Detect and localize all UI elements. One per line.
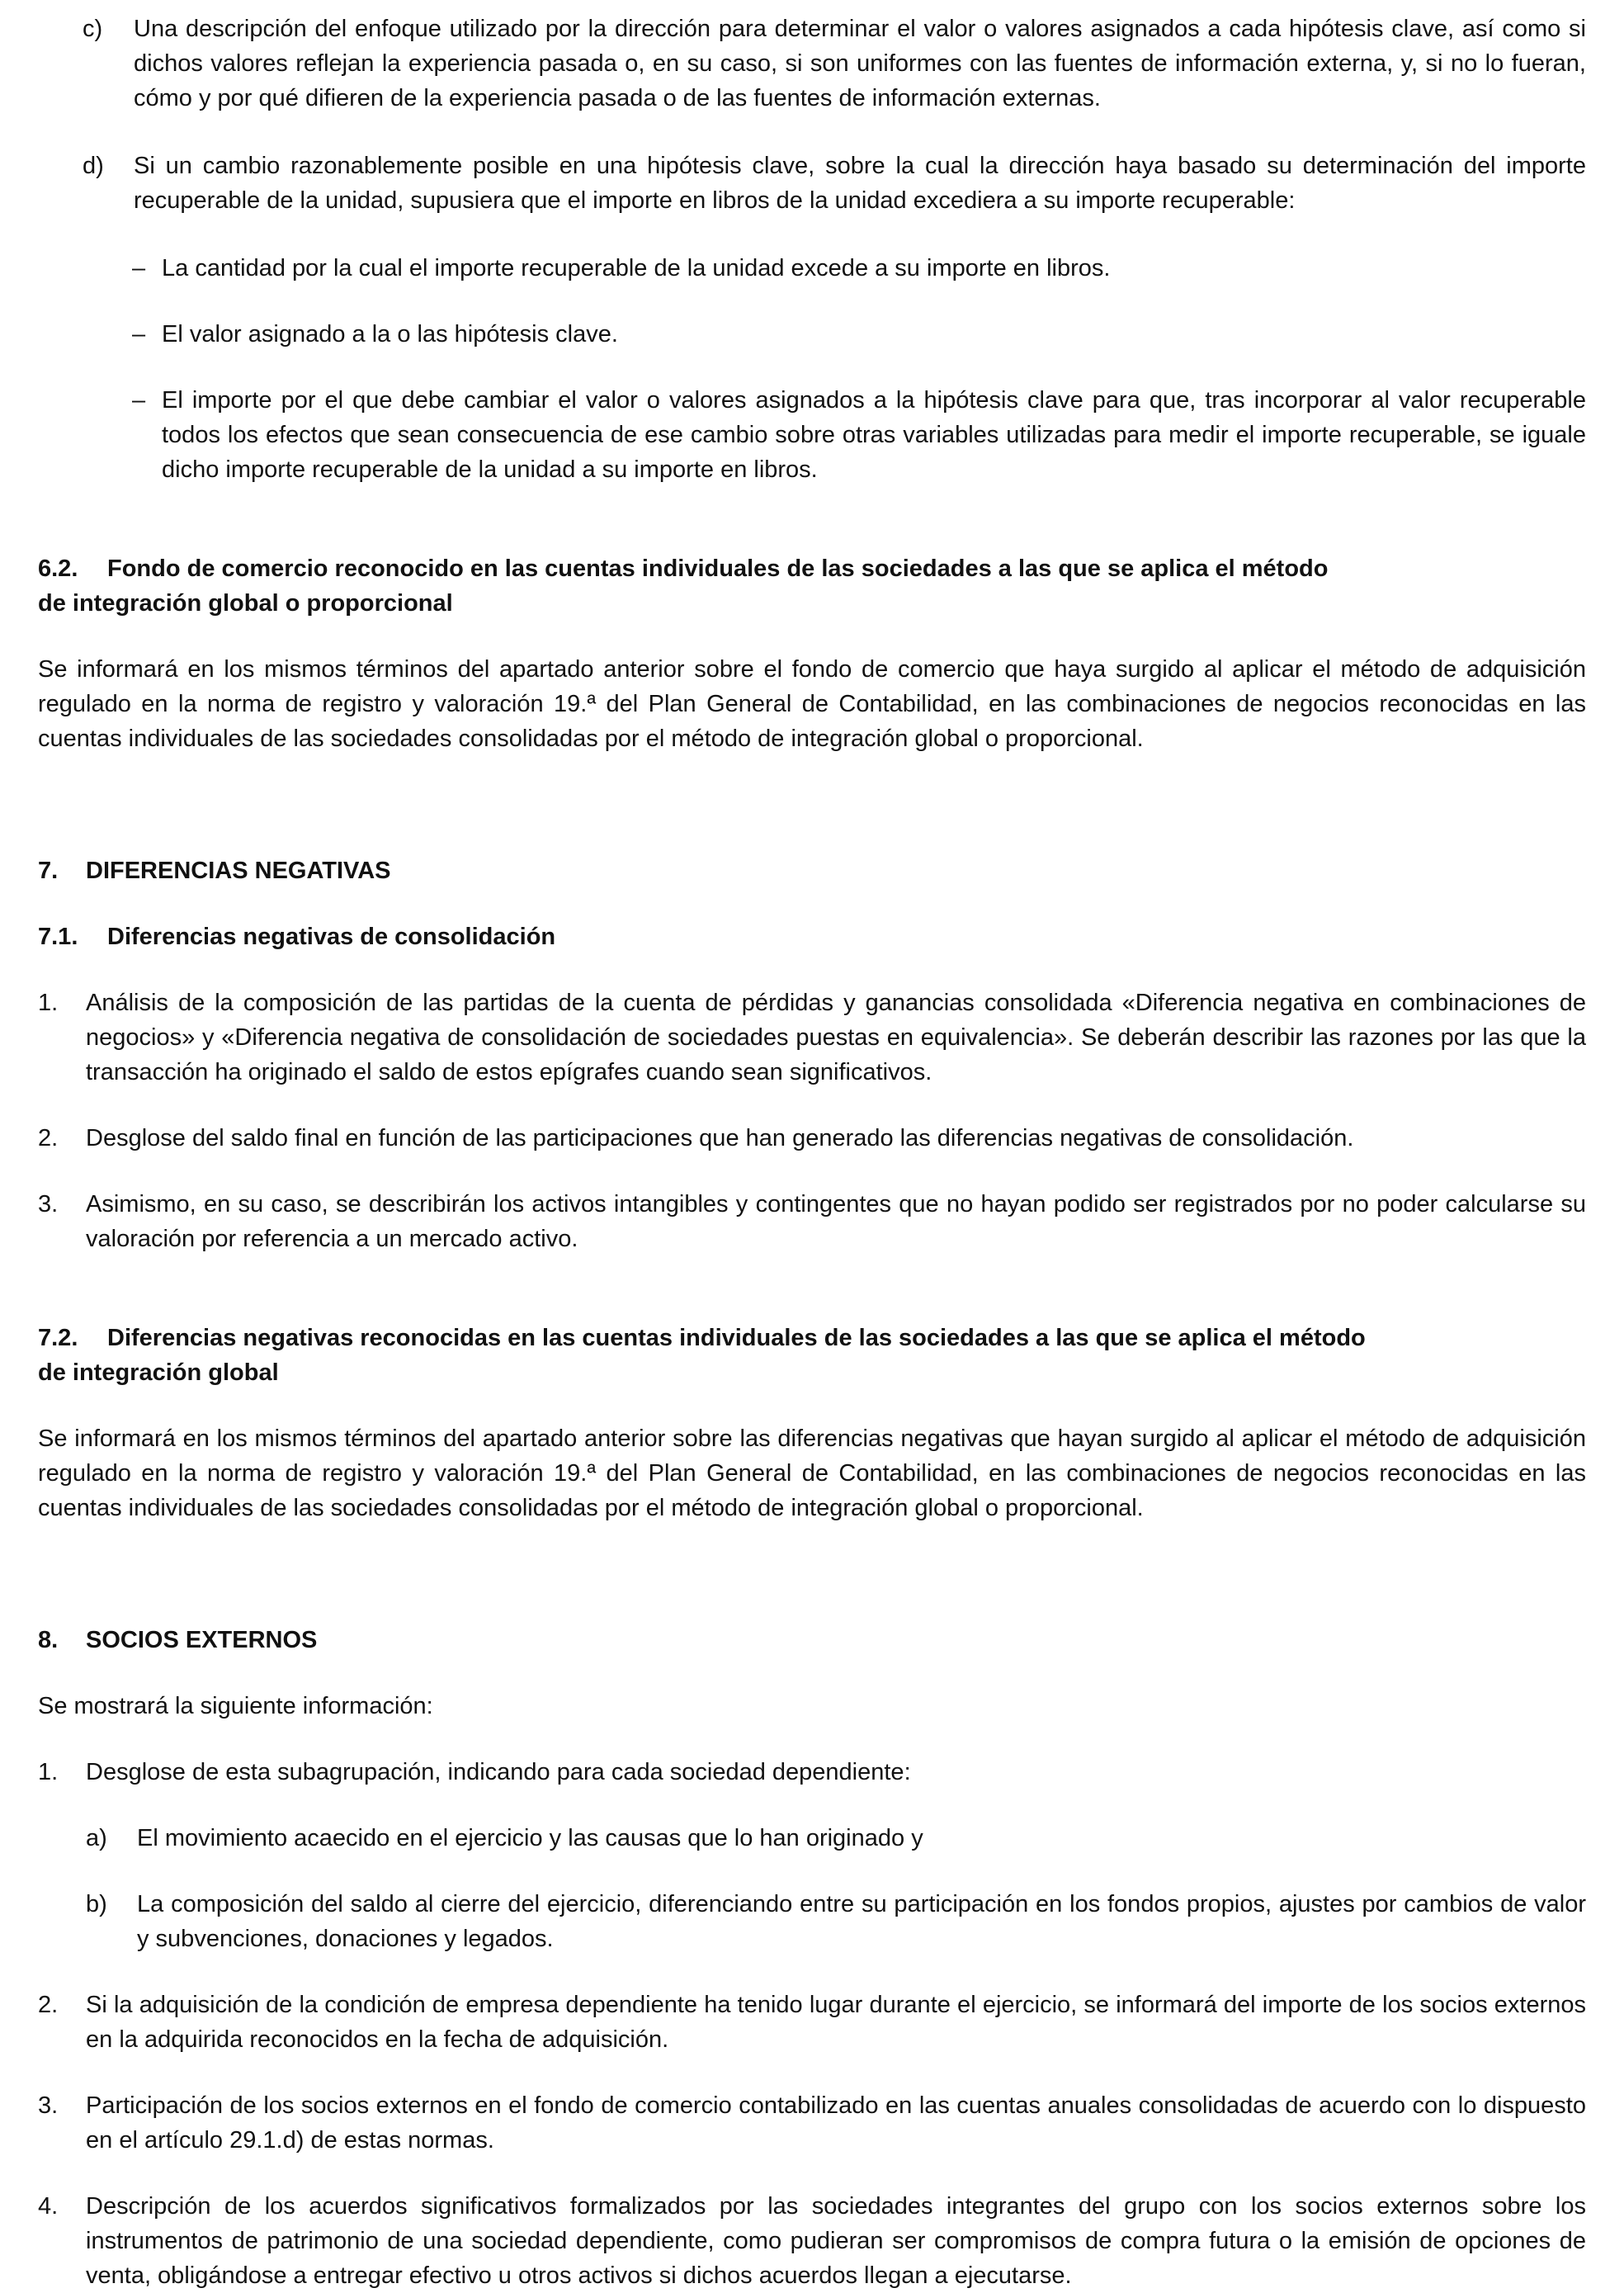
list-item-c bbox=[38, 12, 1586, 116]
section-heading-6-2 bbox=[38, 551, 1586, 621]
dash-marker: – bbox=[132, 321, 146, 347]
dash-item bbox=[38, 251, 1586, 286]
section-number: 7.1. bbox=[38, 924, 78, 950]
list-item-text: Si un cambio razonablemente posible en una hipótesis clave, sobre la cual la dirección haya basado su determinación del importe recuperable de la unidad, supusiera que el importe en libros de la unidad excediera a su importe recuperable: bbox=[134, 153, 1586, 214]
numbered-item bbox=[38, 1755, 1586, 1789]
section-paragraph: Se informará en los mismos términos del apartado anterior sobre las diferencias negativas que hayan surgido al aplicar el método de adquisición regulado en la norma de registro y valoración 19.ª del Plan General de Contabilidad, en las combinaciones de negocios reconocidas en las cuentas individuales de las sociedades consolidadas por el método de integración global o proporcional. bbox=[38, 1425, 1586, 1521]
section-title: Diferencias negativas de consolidación bbox=[107, 924, 556, 950]
numbered-item bbox=[38, 2189, 1586, 2293]
list-item-text: Descripción de los acuerdos significativos formalizados por las sociedades integrantes del grupo con los socios externos sobre los instrumentos de patrimonio de una sociedad dependiente, como pudieran ser compromisos de compra futura o la emisión de opciones de venta, obligándose a entregar efectivo u otros activos si dichos acuerdos llegan a ejecutarse. bbox=[86, 2193, 1586, 2289]
section-title-line1: Fondo de comercio reconocido en las cuentas individuales de las sociedades a las que se aplica el método bbox=[107, 556, 1329, 582]
lettered-item bbox=[38, 1887, 1586, 1956]
list-item-text: Si la adquisición de la condición de empresa dependiente ha tenido lugar durante el ejercicio, se informará del importe de los socios externos en la adquirida reconocidos en la fecha de adquisición. bbox=[86, 1992, 1586, 2053]
list-marker: 2. bbox=[38, 1992, 59, 2018]
list-item-text: Participación de los socios externos en el fondo de comercio contabilizado en las cuentas anuales consolidadas de acuerdo con lo dispuesto en el artículo 29.1.d) de estas normas. bbox=[86, 2092, 1586, 2154]
dash-item bbox=[38, 317, 1586, 352]
section-title-line1: Diferencias negativas reconocidas en las cuentas individuales de las sociedades a las que se aplica el método bbox=[107, 1325, 1366, 1351]
section-title: DIFERENCIAS NEGATIVAS bbox=[86, 858, 391, 884]
section-number: 6.2. bbox=[38, 556, 78, 582]
dash-item-text: La cantidad por la cual el importe recuperable de la unidad excede a su importe en libros. bbox=[162, 255, 1111, 281]
list-marker: b) bbox=[86, 1891, 107, 1917]
list-marker: d) bbox=[83, 153, 104, 179]
list-item-text: El movimiento acaecido en el ejercicio y las causas que lo han originado y bbox=[137, 1825, 923, 1851]
numbered-item bbox=[38, 986, 1586, 1090]
section-title: SOCIOS EXTERNOS bbox=[86, 1627, 318, 1653]
list-marker: 2. bbox=[38, 1125, 59, 1151]
dash-item-text: El valor asignado a la o las hipótesis clave. bbox=[162, 321, 618, 347]
list-item-text: La composición del saldo al cierre del ejercicio, diferenciando entre su participación en los fondos propios, ajustes por cambios de valor y subvenciones, donaciones y legados. bbox=[137, 1891, 1586, 1952]
document-page bbox=[38, 12, 1586, 2293]
list-item-text: Desglose del saldo final en función de las participaciones que han generado las diferencias negativas de consolidación. bbox=[86, 1125, 1354, 1151]
list-marker: 3. bbox=[38, 1191, 59, 1217]
section-heading-7-2 bbox=[38, 1321, 1586, 1390]
section-title-line2: de integración global o proporcional bbox=[38, 590, 453, 617]
numbered-item bbox=[38, 2088, 1586, 2158]
section-number: 8. bbox=[38, 1627, 59, 1653]
lettered-item bbox=[38, 1821, 1586, 1856]
list-marker: 1. bbox=[38, 990, 59, 1016]
list-item-text: Análisis de la composición de las partidas de la cuenta de pérdidas y ganancias consolidada «Diferencia negativa en combinaciones de negocios» y «Diferencia negativa de consolidación de sociedades puestas en equivalencia». Se deberán describir las razones por las que la transacción ha originado el saldo de estos epígrafes cuando sean significativos. bbox=[86, 990, 1586, 1085]
list-item-text: Asimismo, en su caso, se describirán los activos intangibles y contingentes que no hayan podido ser registrados por no poder calcularse su valoración por referencia a un mercado activo. bbox=[86, 1191, 1586, 1252]
dash-marker: – bbox=[132, 387, 146, 414]
list-marker: c) bbox=[83, 16, 103, 42]
section-number: 7. bbox=[38, 858, 59, 884]
dash-item bbox=[38, 383, 1586, 487]
section-heading-7 bbox=[38, 853, 1586, 888]
section-paragraph: Se informará en los mismos términos del apartado anterior sobre el fondo de comercio que haya surgido al aplicar el método de adquisición regulado en la norma de registro y valoración 19.ª del Plan General de Contabilidad, en las combinaciones de negocios reconocidas en las cuentas individuales de las sociedades consolidadas por el método de integración global o proporcional. bbox=[38, 656, 1586, 752]
section-intro: Se mostrará la siguiente información: bbox=[38, 1693, 433, 1719]
list-marker: 1. bbox=[38, 1759, 59, 1785]
list-item-text: Una descripción del enfoque utilizado por la dirección para determinar el valor o valores asignados a cada hipótesis clave, así como si dichos valores reflejan la experiencia pasada o, en su caso, si son uniformes con las fuentes de información externa, y, si no lo fueran, cómo y por qué difieren de la experiencia pasada o de las fuentes de información externas. bbox=[134, 16, 1586, 111]
numbered-item bbox=[38, 1187, 1586, 1256]
section-heading-8 bbox=[38, 1623, 1586, 1657]
numbered-item bbox=[38, 1988, 1586, 2057]
list-marker: 4. bbox=[38, 2193, 59, 2220]
section-title-line2: de integración global bbox=[38, 1359, 279, 1386]
section-heading-7-1 bbox=[38, 920, 1586, 954]
dash-marker: – bbox=[132, 255, 146, 281]
section-number: 7.2. bbox=[38, 1325, 78, 1351]
numbered-item bbox=[38, 1121, 1586, 1156]
dash-item-text: El importe por el que debe cambiar el valor o valores asignados a la hipótesis clave para que, tras incorporar al valor recuperable todos los efectos que sean consecuencia de ese cambio sobre otras variables utilizadas para medir el importe recuperable, se iguale dicho importe recuperable de la unidad a su importe en libros. bbox=[162, 387, 1586, 483]
list-marker: 3. bbox=[38, 2092, 59, 2119]
list-item-d bbox=[38, 149, 1586, 218]
list-marker: a) bbox=[86, 1825, 107, 1851]
list-item-text: Desglose de esta subagrupación, indicando para cada sociedad dependiente: bbox=[86, 1759, 911, 1785]
